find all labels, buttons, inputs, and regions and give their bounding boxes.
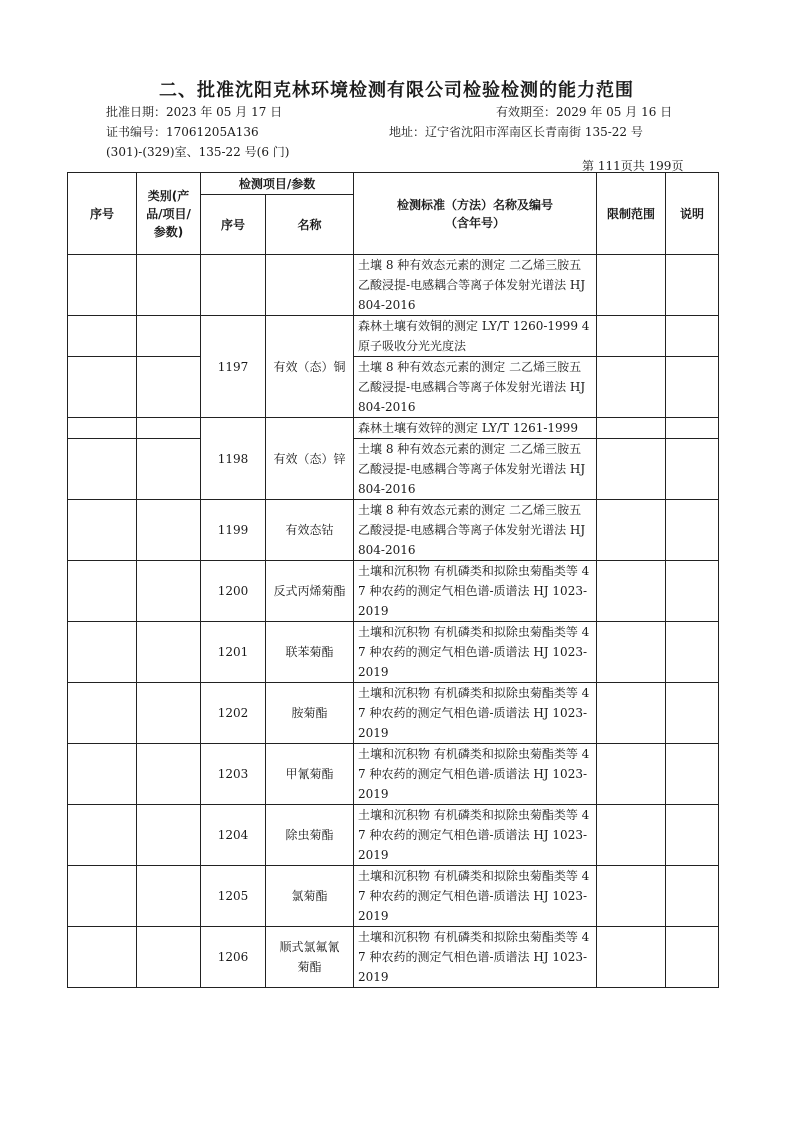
table-row (68, 500, 719, 561)
capability-table (67, 172, 719, 988)
item-name: 联苯菊酯 (266, 622, 354, 683)
item-name: 有效（态）锌 (266, 418, 354, 500)
standard-cell: 土壤 8 种有效态元素的测定 二乙烯三胺五乙酸浸提-电感耦合等离子体发射光谱法 HJ 804-2016 (354, 439, 597, 500)
table-header (68, 173, 719, 255)
standard-cell: 土壤和沉积物 有机磷类和拟除虫菊酯类等 47 种农药的测定气相色谱-质谱法 HJ 1023-2019 (354, 744, 597, 805)
item-name: 反式丙烯菊酯 (266, 561, 354, 622)
certificate-number: 证书编号：17061205A136 (106, 125, 259, 139)
table-row (68, 866, 719, 927)
item-seq: 1197 (201, 316, 266, 418)
header-item-seq: 序号 (201, 195, 266, 255)
standard-cell: 土壤和沉积物 有机磷类和拟除虫菊酯类等 47 种农药的测定气相色谱-质谱法 HJ 1023-2019 (354, 561, 597, 622)
header-item-name: 名称 (266, 195, 354, 255)
standard-cell: 土壤 8 种有效态元素的测定 二乙烯三胺五乙酸浸提-电感耦合等离子体发射光谱法 HJ 804-2016 (354, 357, 597, 418)
table-row (68, 744, 719, 805)
item-name: 除虫菊酯 (266, 805, 354, 866)
item-name: 甲氰菊酯 (266, 744, 354, 805)
item-name: 氯菊酯 (266, 866, 354, 927)
table-row (68, 805, 719, 866)
standard-cell: 土壤和沉积物 有机磷类和拟除虫菊酯类等 47 种农药的测定气相色谱-质谱法 HJ 1023-2019 (354, 683, 597, 744)
header-standard: 检测标准（方法）名称及编号（含年号） (354, 173, 597, 255)
page-info: 第 111页共 199页 (582, 159, 684, 173)
standard-cell: 土壤和沉积物 有机磷类和拟除虫菊酯类等 47 种农药的测定气相色谱-质谱法 HJ 1023-2019 (354, 805, 597, 866)
table-row (68, 255, 719, 316)
address-continued: (301)-(329)室、135-22 号(6 门) (106, 145, 290, 159)
table-row (68, 622, 719, 683)
header-category: 类别(产品/项目/参数) (137, 173, 201, 255)
standard-cell: 土壤和沉积物 有机磷类和拟除虫菊酯类等 47 种农药的测定气相色谱-质谱法 HJ 1023-2019 (354, 622, 597, 683)
standard-cell: 森林土壤有效锌的测定 LY/T 1261-1999 (354, 418, 597, 439)
item-name: 顺式氯氟氰菊酯 (266, 927, 354, 988)
item-name: 有效（态）铜 (266, 316, 354, 418)
standard-cell: 土壤和沉积物 有机磷类和拟除虫菊酯类等 47 种农药的测定气相色谱-质谱法 HJ 1023-2019 (354, 866, 597, 927)
header-limit: 限制范围 (597, 173, 666, 255)
item-seq: 1203 (201, 744, 266, 805)
table-row (68, 439, 719, 500)
standard-cell: 森林土壤有效铜的测定 LY/T 1260-1999 4 原子吸收分光光度法 (354, 316, 597, 357)
approval-date: 批准日期：2023 年 05 月 17 日 (106, 105, 283, 119)
item-seq: 1205 (201, 866, 266, 927)
table-row (68, 418, 719, 439)
item-seq: 1206 (201, 927, 266, 988)
item-name: 胺菊酯 (266, 683, 354, 744)
item-seq: 1204 (201, 805, 266, 866)
item-seq: 1202 (201, 683, 266, 744)
item-seq: 1199 (201, 500, 266, 561)
item-seq: 1200 (201, 561, 266, 622)
header-seq: 序号 (68, 173, 137, 255)
header-note: 说明 (666, 173, 719, 255)
page-title: 二、批准沈阳克林环境检测有限公司检验检测的能力范围 (159, 80, 634, 101)
table-row (68, 683, 719, 744)
valid-until: 有效期至：2029 年 05 月 16 日 (496, 105, 673, 119)
item-seq: 1201 (201, 622, 266, 683)
table-row (68, 927, 719, 988)
header-test-item: 检测项目/参数 (201, 173, 354, 195)
table-row (68, 357, 719, 418)
address: 地址：辽宁省沈阳市浑南区长青南街 135-22 号 (389, 125, 643, 139)
standard-cell: 土壤 8 种有效态元素的测定 二乙烯三胺五乙酸浸提-电感耦合等离子体发射光谱法 HJ 804-2016 (354, 255, 597, 316)
table-row (68, 316, 719, 357)
item-seq: 1198 (201, 418, 266, 500)
standard-cell: 土壤和沉积物 有机磷类和拟除虫菊酯类等 47 种农药的测定气相色谱-质谱法 HJ 1023-2019 (354, 927, 597, 988)
table-row (68, 561, 719, 622)
item-name: 有效态钴 (266, 500, 354, 561)
standard-cell: 土壤 8 种有效态元素的测定 二乙烯三胺五乙酸浸提-电感耦合等离子体发射光谱法 HJ 804-2016 (354, 500, 597, 561)
